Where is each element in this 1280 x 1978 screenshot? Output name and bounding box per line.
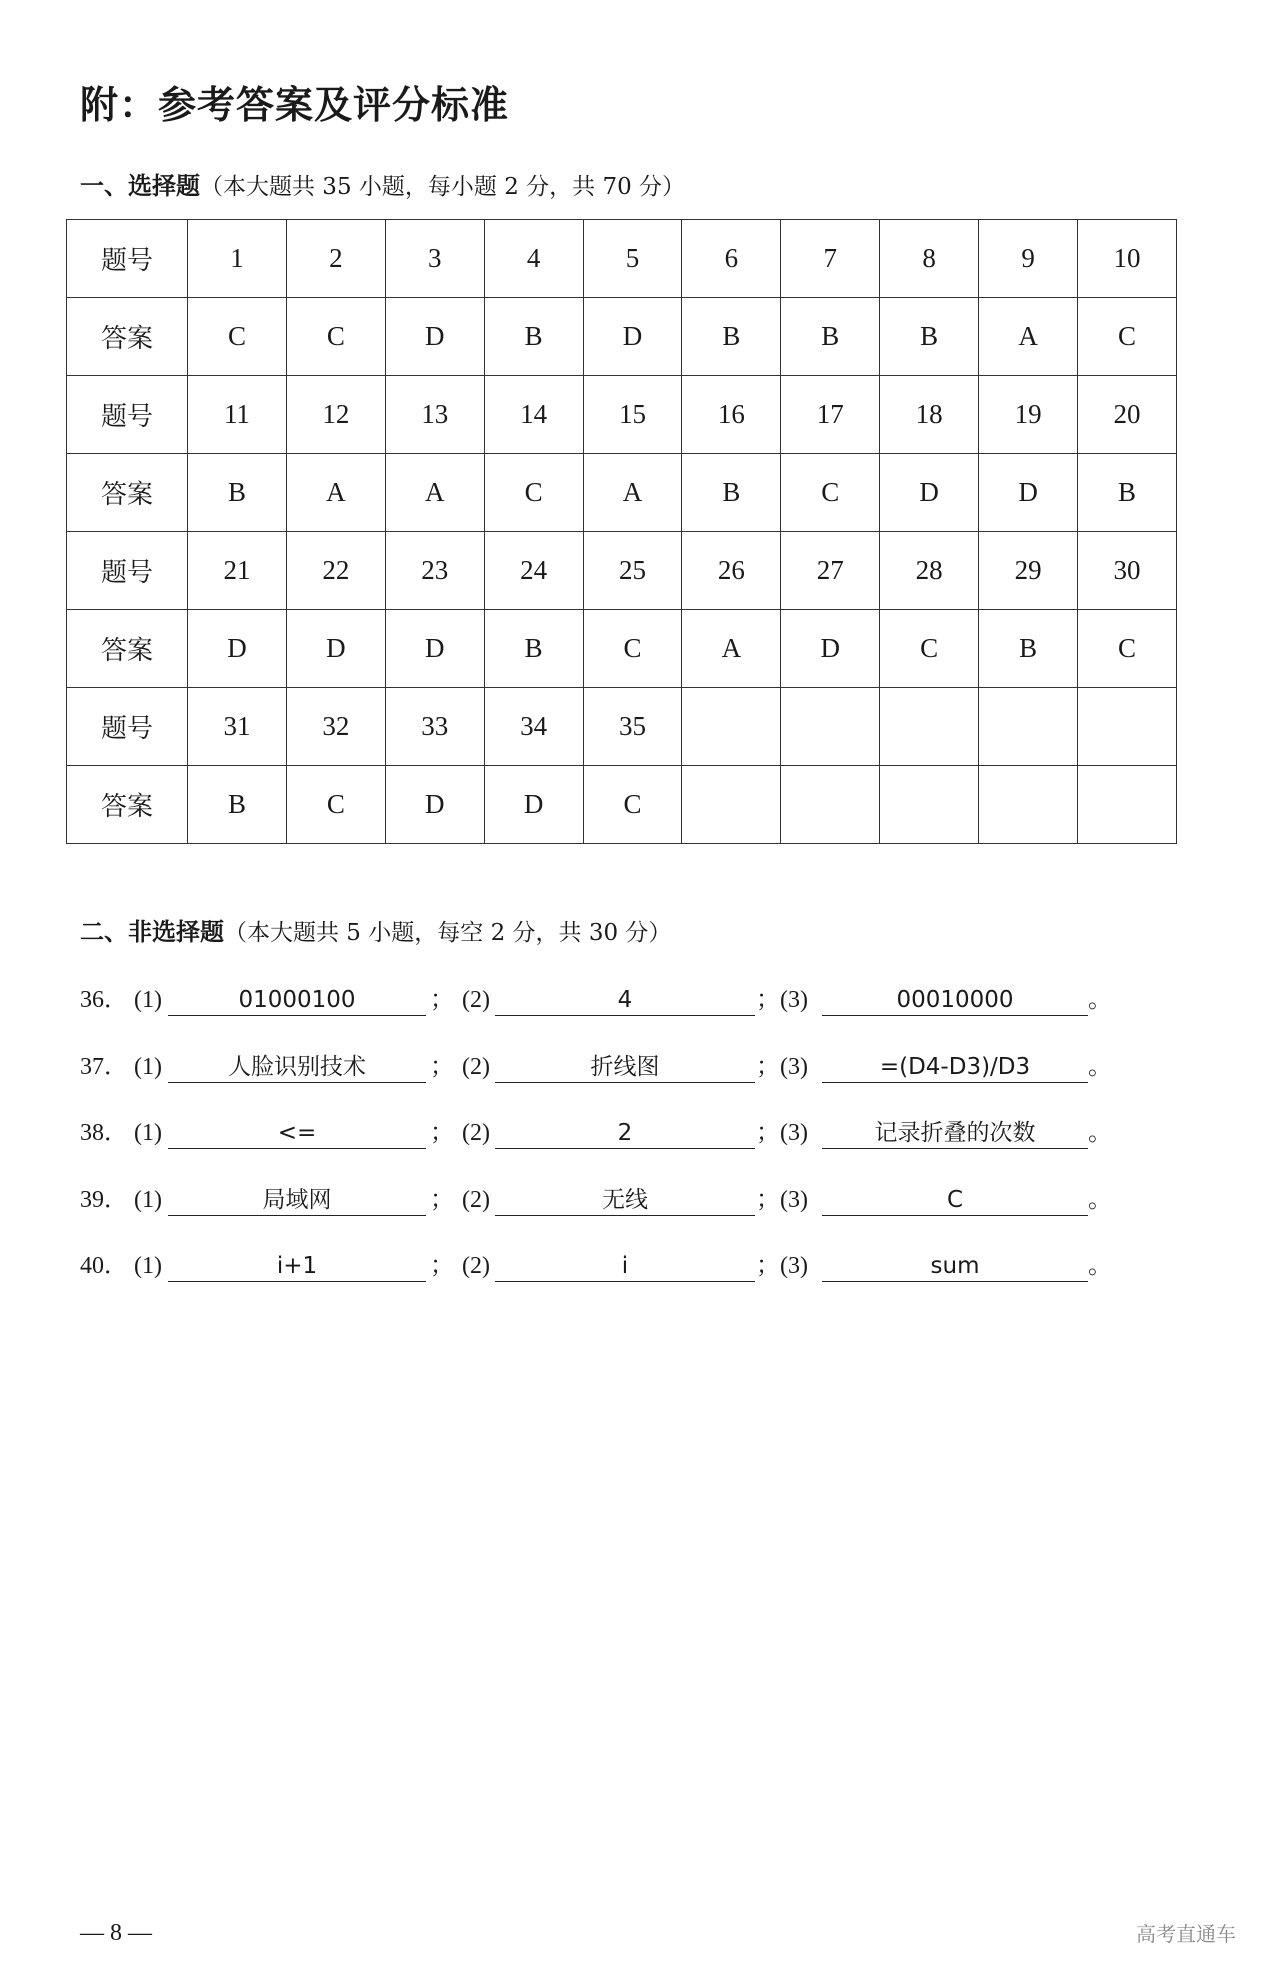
- separator: ；: [430, 1186, 454, 1213]
- section-heading-choice: [80, 166, 685, 201]
- answer-cell: C: [188, 298, 287, 376]
- answer-cell: [781, 766, 880, 844]
- question-number-row: [67, 220, 1177, 298]
- row-label-question: 题号: [67, 688, 188, 766]
- answer-blank: 2: [495, 1118, 755, 1149]
- part-label: (2): [462, 1053, 490, 1080]
- answer-cell: D: [385, 298, 484, 376]
- answer-blank: <=: [168, 1118, 426, 1149]
- part-label: (2): [462, 1186, 490, 1213]
- question-number-cell: 17: [781, 376, 880, 454]
- answer-row: [67, 454, 1177, 532]
- question-number-cell: 34: [484, 688, 583, 766]
- answer-blank: 4: [495, 985, 755, 1016]
- answer-cell: [682, 766, 781, 844]
- row-label-answer: 答案: [67, 298, 188, 376]
- answer-blank: i: [495, 1251, 755, 1282]
- part-label: (3): [780, 1253, 808, 1279]
- section-title: 一、选择题: [80, 172, 200, 200]
- question-number: 40．: [80, 1253, 128, 1279]
- answer-row: [67, 298, 1177, 376]
- part-label: (3): [780, 987, 808, 1013]
- page-number: — 8 —: [80, 1920, 152, 1946]
- question-number-cell: 28: [880, 532, 979, 610]
- part-label: (1): [134, 987, 162, 1013]
- question-number-cell: 14: [484, 376, 583, 454]
- section-title: 二、非选择题: [80, 918, 224, 946]
- question-number-cell: 25: [583, 532, 682, 610]
- separator: ；: [756, 1053, 780, 1080]
- separator: ；: [756, 987, 780, 1013]
- question-number-cell: 19: [979, 376, 1078, 454]
- separator: ；: [756, 1253, 780, 1279]
- part-label: (3): [780, 1120, 808, 1146]
- question-number-cell: 1: [188, 220, 287, 298]
- row-label-question: 题号: [67, 220, 188, 298]
- answer-cell: [1078, 766, 1177, 844]
- answer-cell: C: [286, 298, 385, 376]
- question-number-cell: 26: [682, 532, 781, 610]
- answer-blank: 局域网: [168, 1185, 426, 1216]
- answer-row: [67, 610, 1177, 688]
- answer-cell: D: [583, 298, 682, 376]
- answer-cell: C: [484, 454, 583, 532]
- question-number-cell: [880, 688, 979, 766]
- part-label: (1): [134, 1186, 162, 1213]
- answer-blank: =(D4-D3)/D3: [822, 1052, 1088, 1083]
- question-number-cell: 20: [1078, 376, 1177, 454]
- question-number-cell: 9: [979, 220, 1078, 298]
- end-mark: 。: [1088, 1253, 1112, 1279]
- row-label-question: 题号: [67, 376, 188, 454]
- question-number: 36．: [80, 987, 128, 1013]
- question-number-cell: 33: [385, 688, 484, 766]
- question-number-cell: [781, 688, 880, 766]
- answer-blank: sum: [822, 1251, 1088, 1282]
- answer-cell: B: [979, 610, 1078, 688]
- answer-cell: D: [979, 454, 1078, 532]
- question-number-cell: [1078, 688, 1177, 766]
- answer-cell: B: [880, 298, 979, 376]
- answer-cell: B: [188, 766, 287, 844]
- answer-cell: A: [385, 454, 484, 532]
- answer-cell: B: [682, 298, 781, 376]
- separator: ；: [430, 1253, 454, 1279]
- answer-cell: [880, 766, 979, 844]
- answer-cell: D: [484, 766, 583, 844]
- end-mark: 。: [1088, 1120, 1112, 1146]
- answer-cell: A: [682, 610, 781, 688]
- end-mark: 。: [1088, 1186, 1112, 1213]
- question-number-cell: 6: [682, 220, 781, 298]
- answer-cell: B: [682, 454, 781, 532]
- page-title: 附：参考答案及评分标准: [80, 83, 510, 127]
- row-label-answer: 答案: [67, 610, 188, 688]
- question-number-cell: 32: [286, 688, 385, 766]
- question-number-row: [67, 688, 1177, 766]
- separator: ；: [430, 1053, 454, 1080]
- answer-cell: C: [286, 766, 385, 844]
- question-number-cell: 24: [484, 532, 583, 610]
- answer-cell: D: [385, 610, 484, 688]
- answer-blank: 折线图: [495, 1052, 755, 1083]
- section-note: （本大题共 5 小题，每空 2 分，共 30 分）: [224, 920, 672, 946]
- question-number-cell: 22: [286, 532, 385, 610]
- answer-cell: A: [979, 298, 1078, 376]
- question-number-cell: 5: [583, 220, 682, 298]
- question-number-cell: 4: [484, 220, 583, 298]
- separator: ；: [756, 1120, 780, 1146]
- section-heading-nonchoice: [80, 912, 671, 947]
- part-label: (1): [134, 1120, 162, 1146]
- answer-cell: D: [385, 766, 484, 844]
- answer-cell: [979, 766, 1078, 844]
- question-number-cell: 27: [781, 532, 880, 610]
- row-label-answer: 答案: [67, 766, 188, 844]
- answer-cell: D: [880, 454, 979, 532]
- answer-cell: C: [583, 766, 682, 844]
- part-label: (2): [462, 1253, 490, 1279]
- question-number-cell: 16: [682, 376, 781, 454]
- answer-cell: C: [1078, 610, 1177, 688]
- question-number-cell: [979, 688, 1078, 766]
- part-label: (1): [134, 1253, 162, 1279]
- row-label-answer: 答案: [67, 454, 188, 532]
- question-number: 38．: [80, 1120, 128, 1146]
- question-number: 37．: [80, 1053, 128, 1080]
- answer-cell: C: [781, 454, 880, 532]
- answer-cell: B: [484, 610, 583, 688]
- part-label: (2): [462, 1120, 490, 1146]
- part-label: (3): [780, 1186, 808, 1213]
- section-note: （本大题共 35 小题，每小题 2 分，共 70 分）: [200, 174, 686, 200]
- answer-blank: i+1: [168, 1251, 426, 1282]
- answer-cell: B: [1078, 454, 1177, 532]
- answer-blank: 无线: [495, 1185, 755, 1216]
- part-label: (2): [462, 987, 490, 1013]
- answer-blank: 01000100: [168, 985, 426, 1016]
- row-label-question: 题号: [67, 532, 188, 610]
- question-number-cell: 10: [1078, 220, 1177, 298]
- question-number-cell: 29: [979, 532, 1078, 610]
- question-number-cell: 11: [188, 376, 287, 454]
- answer-cell: D: [781, 610, 880, 688]
- part-label: (1): [134, 1053, 162, 1080]
- answer-cell: C: [880, 610, 979, 688]
- question-number-cell: 31: [188, 688, 287, 766]
- answer-cell: B: [484, 298, 583, 376]
- question-number-cell: 23: [385, 532, 484, 610]
- question-number-cell: 3: [385, 220, 484, 298]
- answer-blank: C: [822, 1185, 1088, 1216]
- part-label: (3): [780, 1053, 808, 1080]
- answer-cell: D: [286, 610, 385, 688]
- answer-blank: 人脸识别技术: [168, 1052, 426, 1083]
- answer-cell: C: [1078, 298, 1177, 376]
- question-number-cell: 21: [188, 532, 287, 610]
- answer-blank: 00010000: [822, 985, 1088, 1016]
- separator: ；: [756, 1186, 780, 1213]
- answer-blank: 记录折叠的次数: [822, 1118, 1088, 1149]
- question-number-cell: 13: [385, 376, 484, 454]
- question-number-cell: 35: [583, 688, 682, 766]
- question-number-cell: 15: [583, 376, 682, 454]
- answer-cell: D: [188, 610, 287, 688]
- answer-cell: B: [781, 298, 880, 376]
- question-number-row: [67, 532, 1177, 610]
- question-number-row: [67, 376, 1177, 454]
- question-number-cell: 8: [880, 220, 979, 298]
- answer-cell: A: [583, 454, 682, 532]
- question-number-cell: 18: [880, 376, 979, 454]
- end-mark: 。: [1088, 1053, 1112, 1080]
- separator: ；: [430, 987, 454, 1013]
- answer-cell: B: [188, 454, 287, 532]
- end-mark: 。: [1088, 987, 1112, 1013]
- answer-cell: A: [286, 454, 385, 532]
- answer-cell: C: [583, 610, 682, 688]
- watermark: 高考直通车: [1136, 1922, 1236, 1946]
- question-number-cell: 7: [781, 220, 880, 298]
- question-number-cell: 2: [286, 220, 385, 298]
- question-number-cell: 12: [286, 376, 385, 454]
- answer-row: [67, 766, 1177, 844]
- separator: ；: [430, 1120, 454, 1146]
- question-number: 39．: [80, 1186, 128, 1213]
- question-number-cell: 30: [1078, 532, 1177, 610]
- answer-table: [66, 219, 1177, 844]
- question-number-cell: [682, 688, 781, 766]
